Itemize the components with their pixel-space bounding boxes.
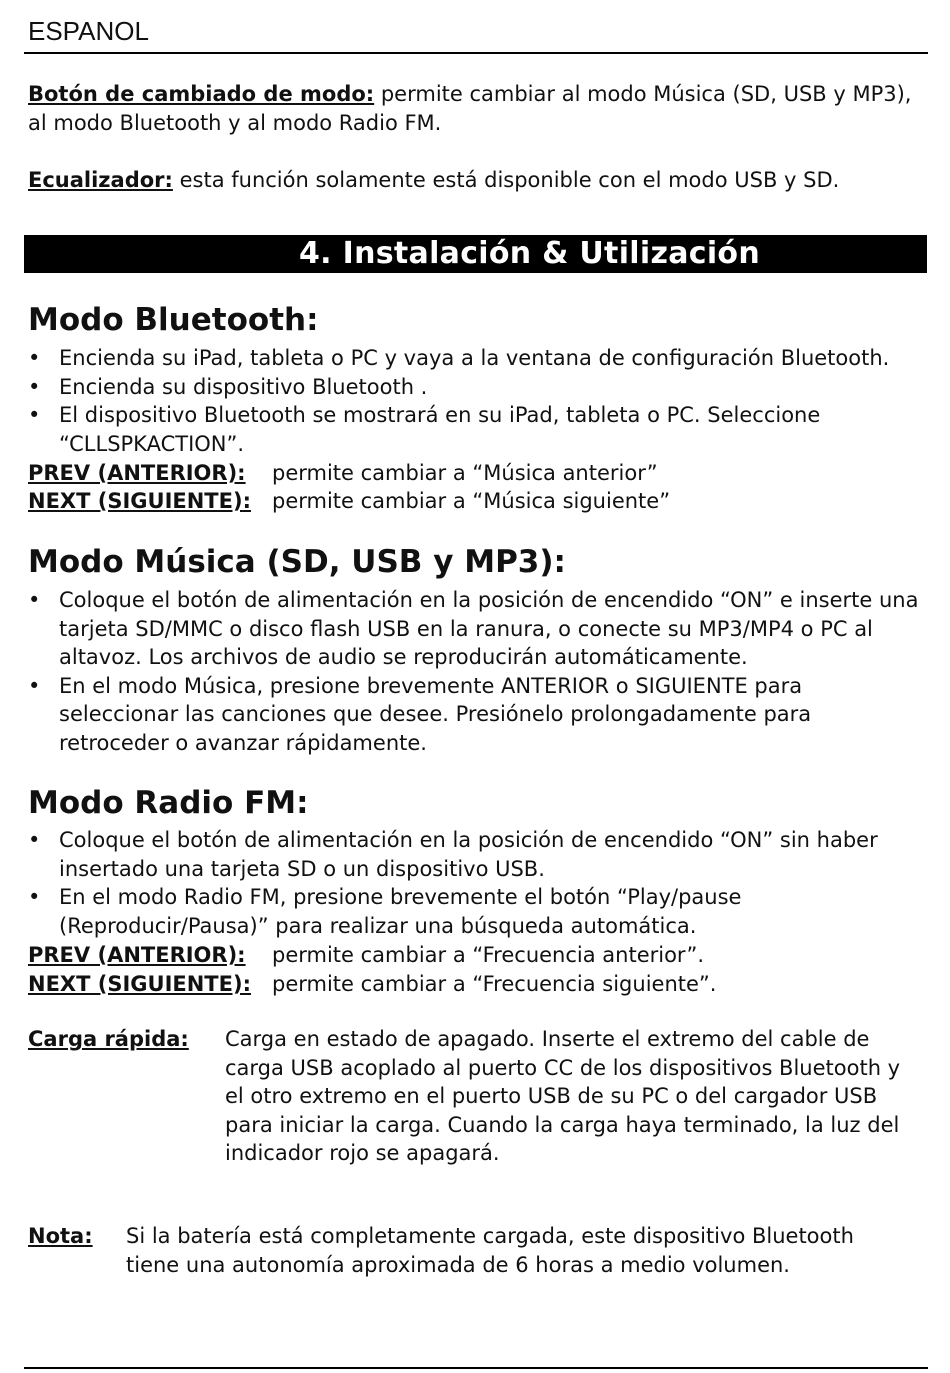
music-bullet-1: • Coloque el botón de alimentación en la posición de encendido “ON” e inserte una tarjeta SD/MMC o disco flash USB en la ranura, o conecte su MP3/MP4 o PC al altavoz. Los archivos de audio se reproducirán automáticamente. — [28, 586, 928, 672]
charging-label: Carga rápida: — [28, 1027, 189, 1051]
music-bullet-2: • En el modo Música, presione brevemente ANTERIOR o SIGUIENTE para seleccionar las canciones que desee. Presiónelo prolongadamente para retroceder o avanzar rápidamente. — [28, 672, 928, 758]
mode-button-label: Botón de cambiado de modo: — [28, 82, 375, 106]
radio-prev-label: PREV (ANTERIOR): — [28, 943, 246, 967]
note-label: Nota: — [28, 1224, 93, 1248]
bluetooth-bullet-3: • El dispositivo Bluetooth se mostrará en su iPad, tableta o PC. Seleccione “CLLSPKACTION”. — [28, 401, 928, 458]
section-title: 4. Instalación & Utilización — [299, 236, 760, 271]
equalizer-label: Ecualizador: — [28, 168, 173, 192]
charging-text: Carga en estado de apagado. Inserte el extremo del cable de carga USB acoplado al puerto CC de los dispositivos Bluetooth y el otro extremo en el puerto USB de su PC o del cargador USB para iniciar la carga. Cuando la carga haya terminado, la luz del indicador rojo se apagará. — [225, 1027, 901, 1165]
charging-label-wrap — [28, 1025, 189, 1054]
note-text: Si la batería está completamente cargada, este dispositivo Bluetooth tiene una autonomía aproximada de 6 horas a medio volumen. — [126, 1224, 854, 1277]
radio-bullet-list — [28, 826, 928, 940]
bluetooth-prev-label: PREV (ANTERIOR): — [28, 461, 246, 485]
bluetooth-bullet-2: • Encienda su dispositivo Bluetooth . — [28, 373, 928, 402]
radio-next-label: NEXT (SIGUIENTE): — [28, 972, 251, 996]
bluetooth-bullet-list — [28, 344, 928, 458]
radio-next-text: permite cambiar a “Frecuencia siguiente”. — [272, 972, 717, 996]
radio-bullet-2: • En el modo Radio FM, presione brevemente el botón “Play/pause (Reproducir/Pausa)” para realizar una búsqueda automática. — [28, 883, 928, 940]
mode-button-paragraph — [28, 80, 928, 138]
radio-prev-text: permite cambiar a “Frecuencia anterior”. — [272, 943, 704, 967]
footer-rule — [24, 1367, 928, 1369]
bluetooth-next-label: NEXT (SIGUIENTE): — [28, 489, 251, 513]
music-heading: Modo Música (SD, USB y MP3): — [28, 544, 566, 580]
section-title-bar — [24, 235, 927, 273]
radio-bullet-1: • Coloque el botón de alimentación en la posición de encendido “ON” sin haber insertado una tarjeta SD o un dispositivo USB. — [28, 826, 928, 883]
music-bullet-list — [28, 586, 928, 757]
equalizer-text: esta función solamente está disponible con el modo USB y SD. — [172, 168, 840, 192]
equalizer-paragraph — [28, 166, 928, 195]
mode-button-text: permite cambiar al modo Música (SD, USB y MP3), al modo Bluetooth y al modo Radio FM. — [28, 82, 912, 135]
bluetooth-heading: Modo Bluetooth: — [28, 302, 319, 338]
bluetooth-prev-text: permite cambiar a “Música anterior” — [272, 461, 658, 485]
page-header — [24, 14, 928, 54]
note-label-wrap — [28, 1222, 93, 1251]
bluetooth-next-text: permite cambiar a “Música siguiente” — [272, 489, 671, 513]
radio-heading: Modo Radio FM: — [28, 785, 309, 821]
bluetooth-bullet-1: • Encienda su iPad, tableta o PC y vaya a la ventana de configuración Bluetooth. — [28, 344, 928, 373]
language-label: ESPANOL — [28, 16, 149, 46]
